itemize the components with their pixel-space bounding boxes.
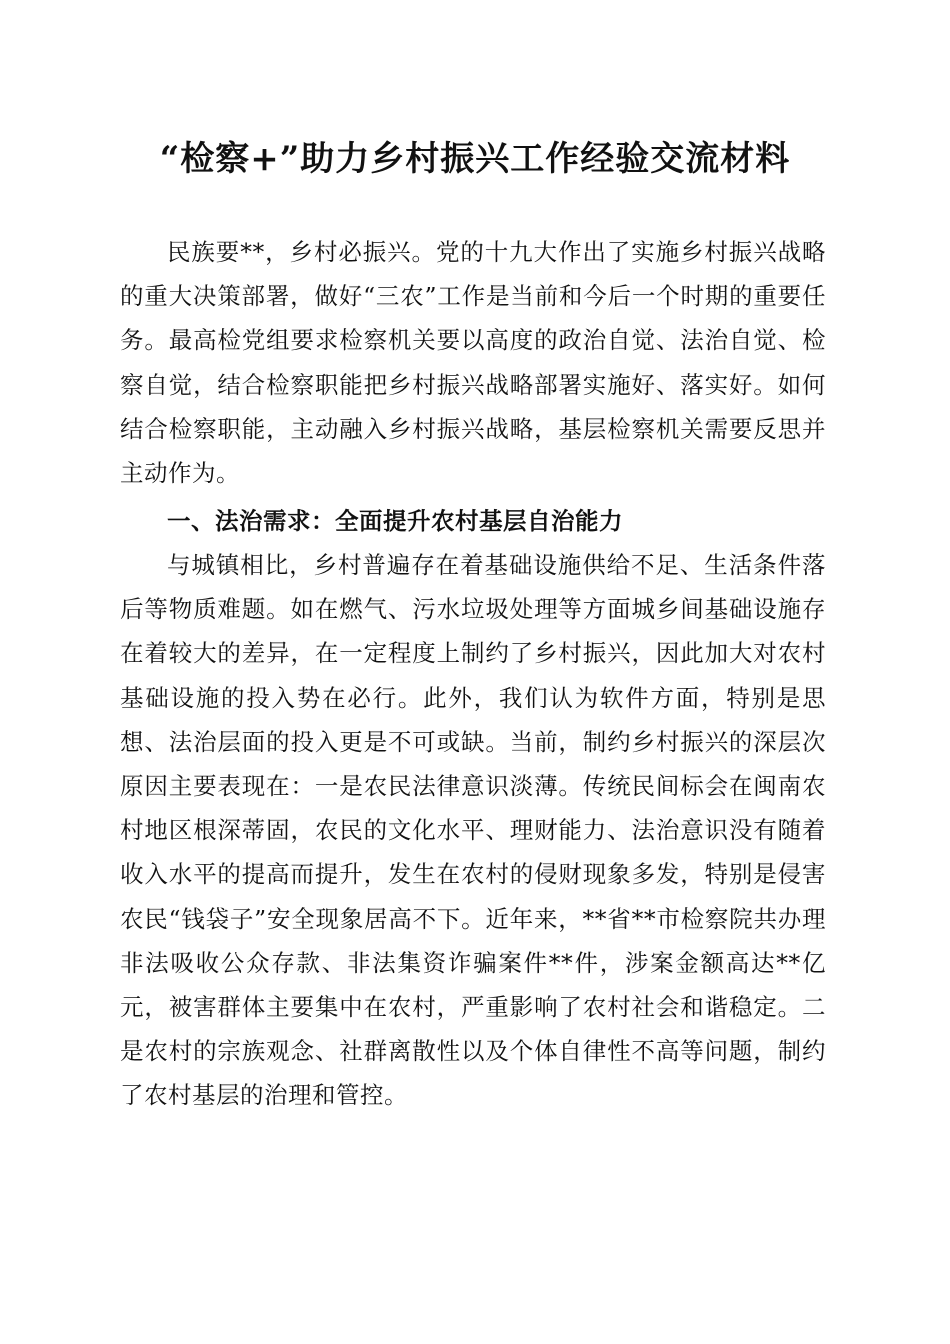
intro-paragraph: 民族要**，乡村必振兴。党的十九大作出了实施乡村振兴战略的重大决策部署，做好“三农”工作是当前和今后一个时期的重要任务。最高检党组要求检察机关要以高度的政治自觉、法治自觉、检察自觉，结合检察职能把乡村振兴战略部署实施好、落实好。如何结合检察职能，主动融入乡村振兴战略，基层检察机关需要反思并主动作为。 [120,238,826,488]
document-title: “检察+”助力乡村振兴工作经验交流材料 [159,139,791,179]
section-body-paragraph: 与城镇相比，乡村普遍存在着基础设施供给不足、生活条件落后等物质难题。如在燃气、污水垃圾处理等方面城乡间基础设施存在着较大的差异，在一定程度上制约了乡村振兴，因此加大对农村基础设施的投入势在必行。此外，我们认为软件方面，特别是思想、法治层面的投入更是不可或缺。当前，制约乡村振兴的深层次原因主要表现在：一是农民法律意识淡薄。传统民间标会在闽南农村地区根深蒂固，农民的文化水平、理财能力、法治意识没有随着收入水平的提高而提升，发生在农村的侵财现象多发，特别是侵害农民“钱袋子”安全现象居高不下。近年来，**省**市检察院共办理非法吸收公众存款、非法集资诈骗案件**件，涉案金额高达**亿元，被害群体主要集中在农村，严重影响了农村社会和谐稳定。二是农村的宗族观念、社群离散性以及个体自律性不高等问题，制约了农村基层的治理和管控。 [120,551,826,1110]
section-heading: 一、法治需求：全面提升农村基层自治能力 [167,507,623,535]
